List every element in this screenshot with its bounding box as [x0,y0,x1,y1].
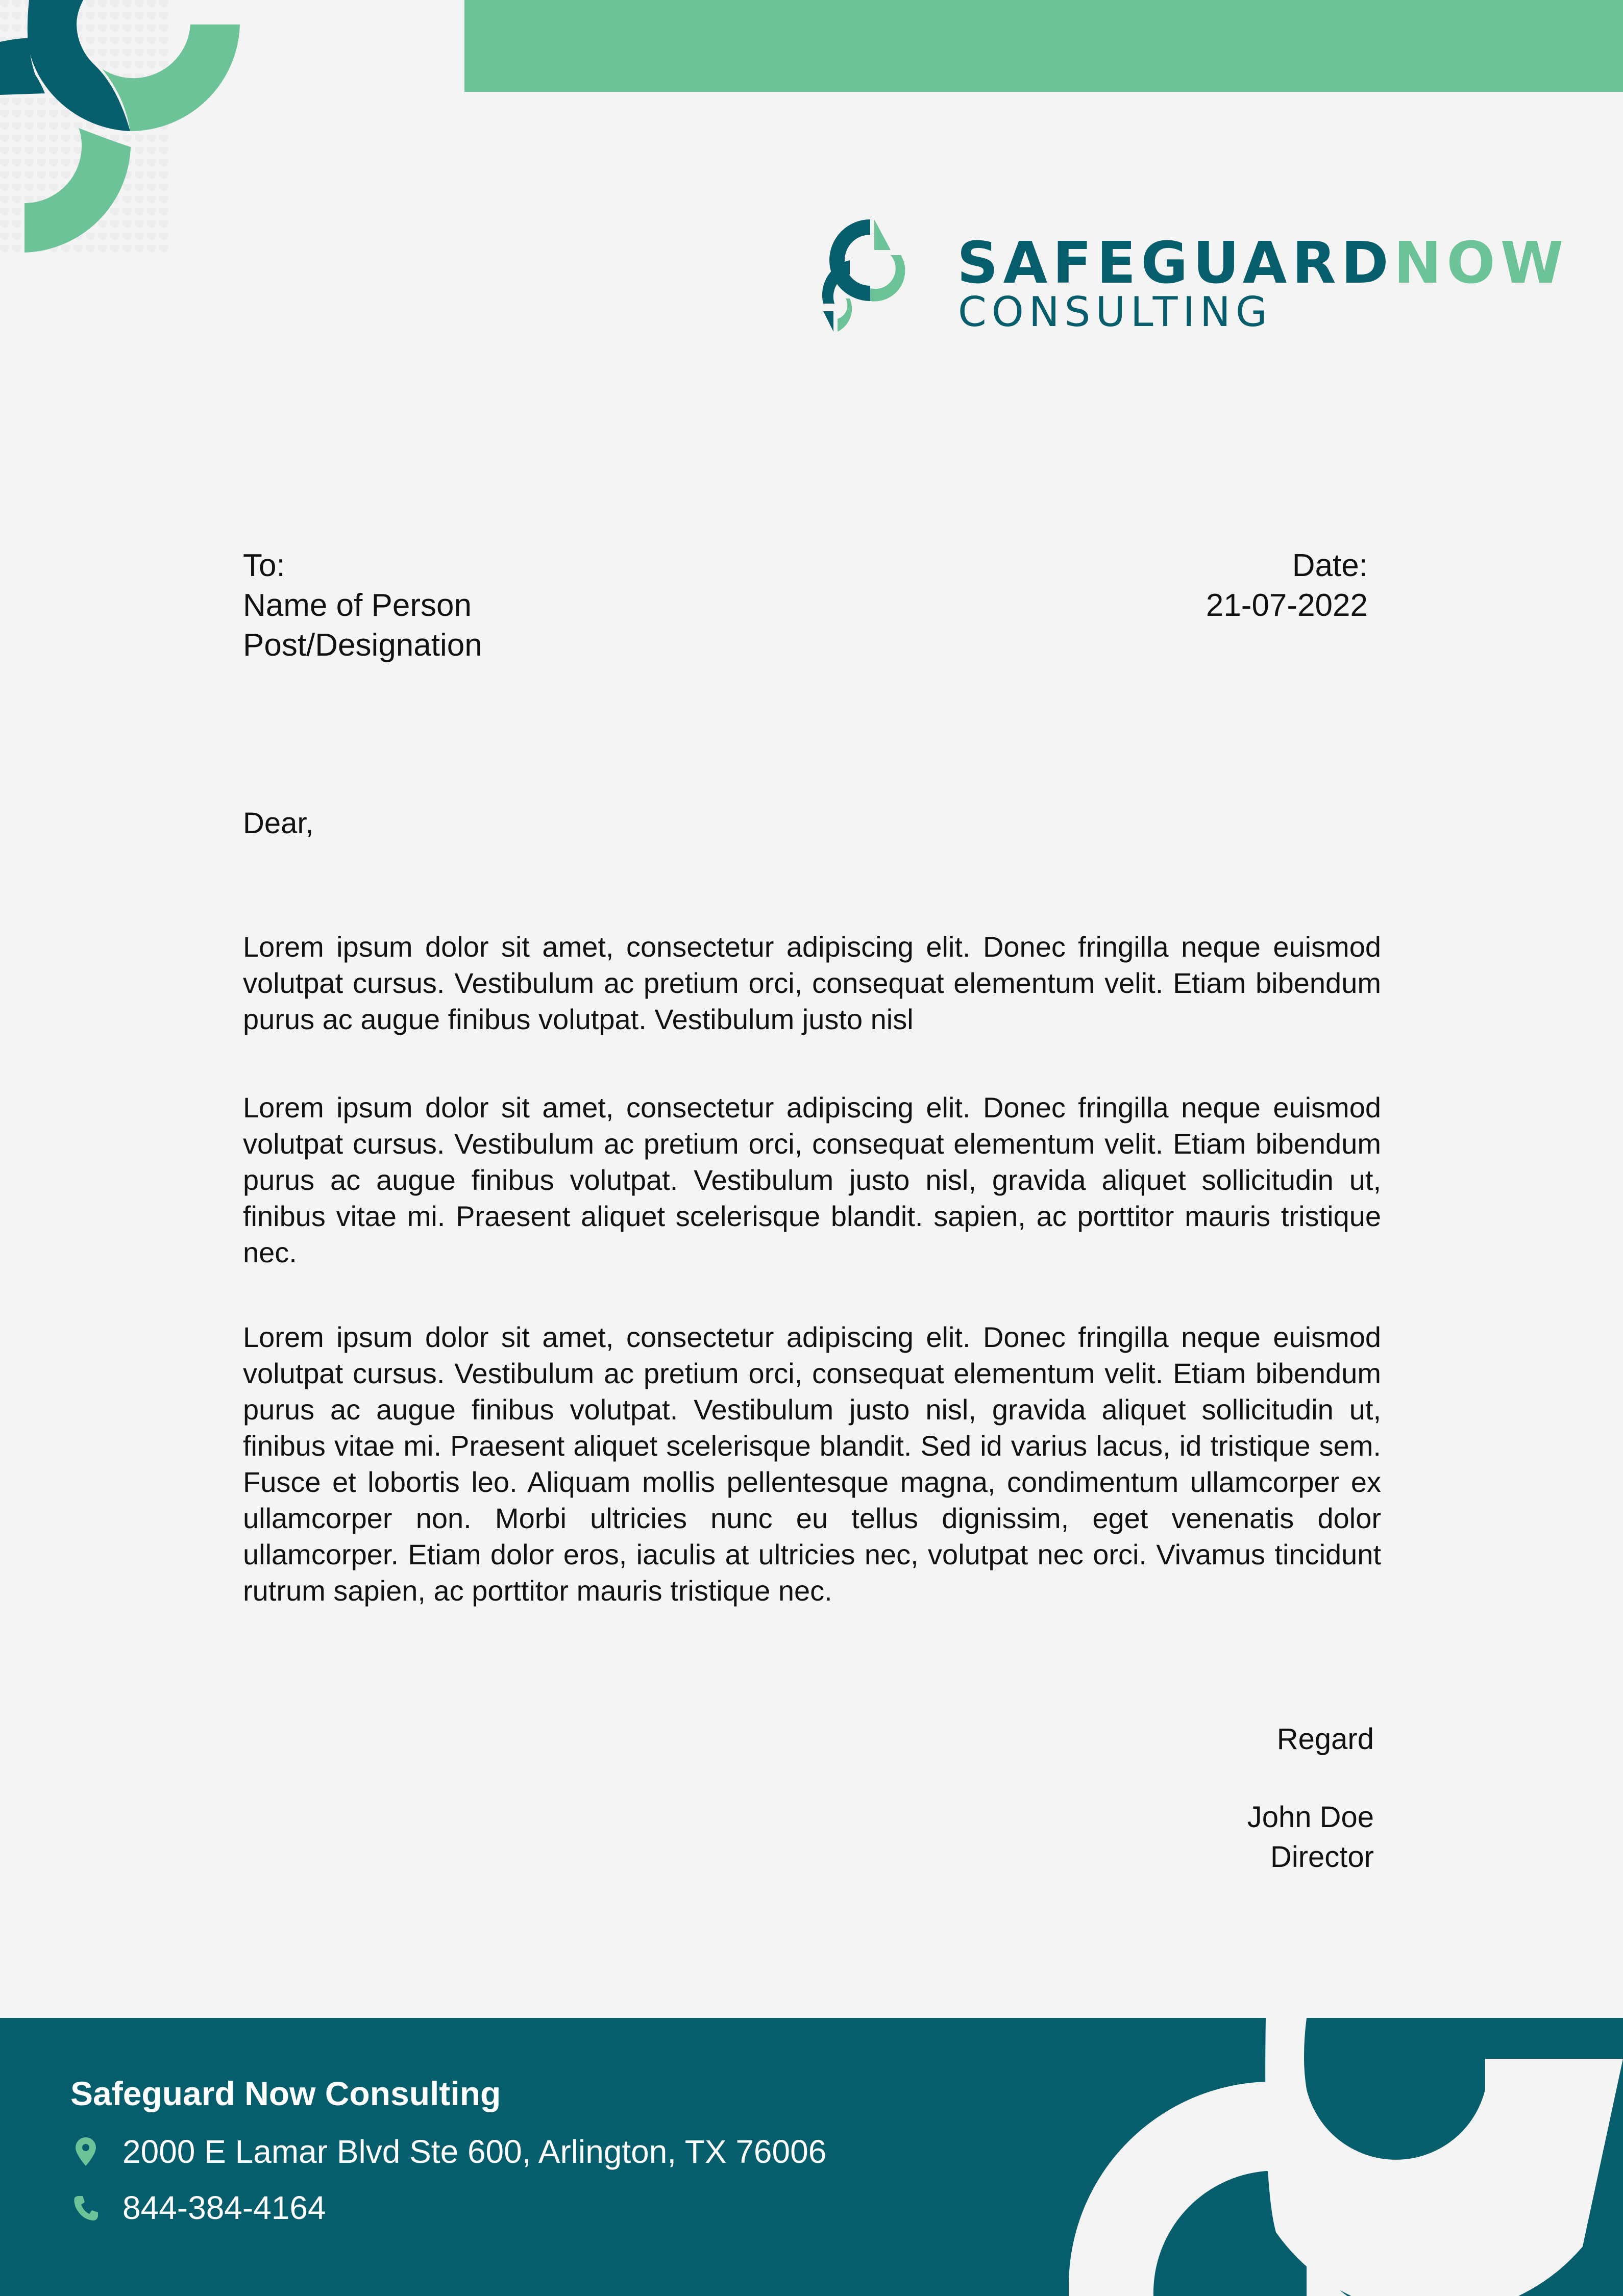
phone-icon [70,2190,101,2226]
date-label: Date: [1292,548,1368,583]
recipient-block [243,546,482,665]
brand-name-part1: SAFEGUARD [957,230,1394,296]
body-paragraph-3: Lorem ipsum dolor sit amet, consectetur adipiscing elit. Donec fringilla neque euismod volutpat cursus. Vestibulum ac pretium orci, consequat elementum velit. Etiam bibendum purus ac augue finibus volutpat. Vestibulum justo nisl, gravida aliquet sollicitudin ut, finibus vitae mi. Praesent aliquet scelerisque blandit. Sed id varius lacus, id tristique sem. Fusce et lobortis leo. Aliquam mollis pellentesque magna, condimentum ullamcorper ex ullamcorper non. Morbi ultricies nunc eu tellus dignissim, eget venenatis dolor ullamcorper. Etiam dolor eros, iaculis at ultricies nec, volutpat nec orci. Vivamus tincidunt rutrum sapien, ac porttitor mauris tristique nec. [243,1321,1381,1607]
footer-phone-text: 844-384-4164 [122,2189,326,2226]
map-pin-icon [70,2134,101,2169]
brand-name-part2: NOW [1393,230,1569,296]
body-paragraph-2: Lorem ipsum dolor sit amet, consectetur adipiscing elit. Donec fringilla neque euismod volutpat cursus. Vestibulum ac pretium orci, consequat elementum velit. Etiam bibendum purus ac augue finibus volutpat. Vestibulum justo nisl, gravida aliquet sollicitudin ut, finibus vitae mi. Praesent aliquet scelerisque blandit. sapien, ac porttitor mauris tristique nec. [243,1091,1381,1268]
signer-title: Director [1270,1840,1374,1874]
closing-regard: Regard [1276,1723,1374,1756]
closing-block [1247,1719,1374,1877]
company-logo [819,214,1569,336]
date-block [1206,546,1368,626]
signer-name: John Doe [1247,1801,1374,1834]
recipient-label: To: [243,548,285,583]
brand-name [957,230,1569,296]
footer-decoration [1062,2018,1623,2296]
footer-phone[interactable] [70,2189,326,2227]
footer-address-text: 2000 E Lamar Blvd Ste 600, Arlington, TX 76006 [122,2133,827,2170]
top-accent-bar [464,0,1623,92]
footer-address [70,2133,826,2170]
date-value: 21-07-2022 [1206,588,1368,623]
corner-decoration [0,0,459,469]
footer [0,2018,1623,2296]
recipient-designation: Post/Designation [243,628,482,663]
salutation: Dear, [243,807,314,840]
footer-company-name: Safeguard Now Consulting [70,2075,501,2112]
logo-mark-icon [819,214,937,332]
brand-tagline: CONSULTING [958,288,1272,336]
recipient-name: Name of Person [243,588,472,623]
body-paragraph-1: Lorem ipsum dolor sit amet, consectetur adipiscing elit. Donec fringilla neque euismod volutpat cursus. Vestibulum ac pretium orci, consequat elementum velit. Etiam bibendum purus ac augue finibus volutpat. Vestibulum justo nisl [243,931,1381,1035]
